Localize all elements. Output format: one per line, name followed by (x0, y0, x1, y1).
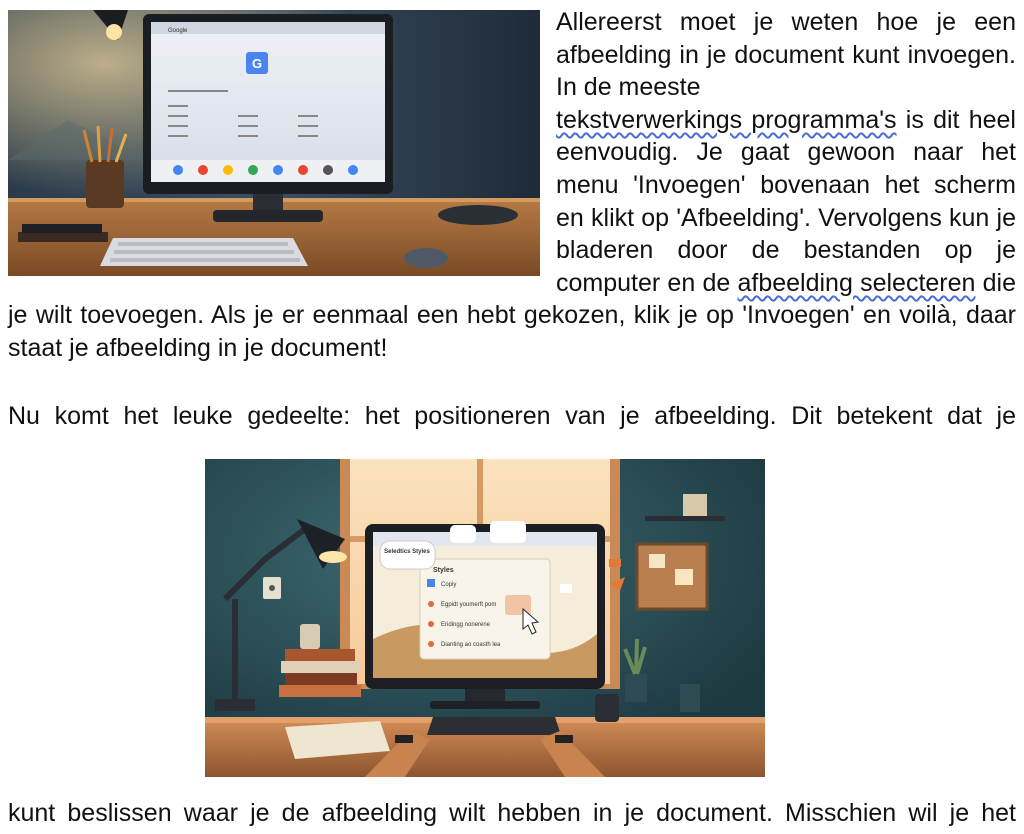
desk-computer-image[interactable] (8, 10, 540, 276)
tooltip-bubble-text: Seledtics Styles (384, 549, 430, 555)
style-item-1: Copiy (441, 582, 457, 588)
paragraph-3-text: kunt beslissen waar je de afbeelding wilt hebben in je document. Misschien wil je het (8, 799, 1016, 827)
g-logo-icon: G (251, 56, 263, 71)
paragraph-1[interactable] (8, 6, 1016, 365)
paragraph-1-text-b: is dit heel eenvoudig. Je gaat gewoon naar het menu 'Invoegen' bovenaan het scherm en klikt op 'Afbeelding'. Vervolgens kun je bladeren door de bestanden op je computer en de (556, 105, 1016, 297)
desk-computer-illustration (8, 10, 540, 276)
style-item-4: Dianting ao coasth lea (441, 642, 501, 648)
paragraph-2[interactable] (8, 400, 1016, 433)
workspace-styles-image[interactable] (205, 459, 765, 777)
style-item-3: Eridingg nonerene (441, 622, 491, 628)
paragraph-2-text: Nu komt het leuke gedeelte: het positioneren van je afbeelding. Dit betekent dat je (8, 402, 1016, 430)
browser-logo-text: Google (168, 28, 188, 34)
style-item-2: Egpidt youmerft pom (441, 602, 497, 608)
paragraph-3[interactable] (8, 797, 1016, 830)
paragraph-1-text-a: Allereerst moet je weten hoe je een afbeelding in je document kunt invoegen. In de meeste (556, 8, 1016, 102)
paragraph-1-text-c: die je wilt toevoegen. Als je er eenmaal een hebt gekozen, klik je op 'Invoegen' en voilà, daar staat je afbeelding in je document! (8, 268, 1017, 362)
workspace-styles-illustration (205, 459, 765, 777)
spellcheck-word-2[interactable]: afbeelding selecteren (737, 268, 976, 297)
styles-panel-title: Styles (433, 567, 454, 574)
spellcheck-word-1[interactable]: tekstverwerkings programma's (556, 105, 897, 134)
